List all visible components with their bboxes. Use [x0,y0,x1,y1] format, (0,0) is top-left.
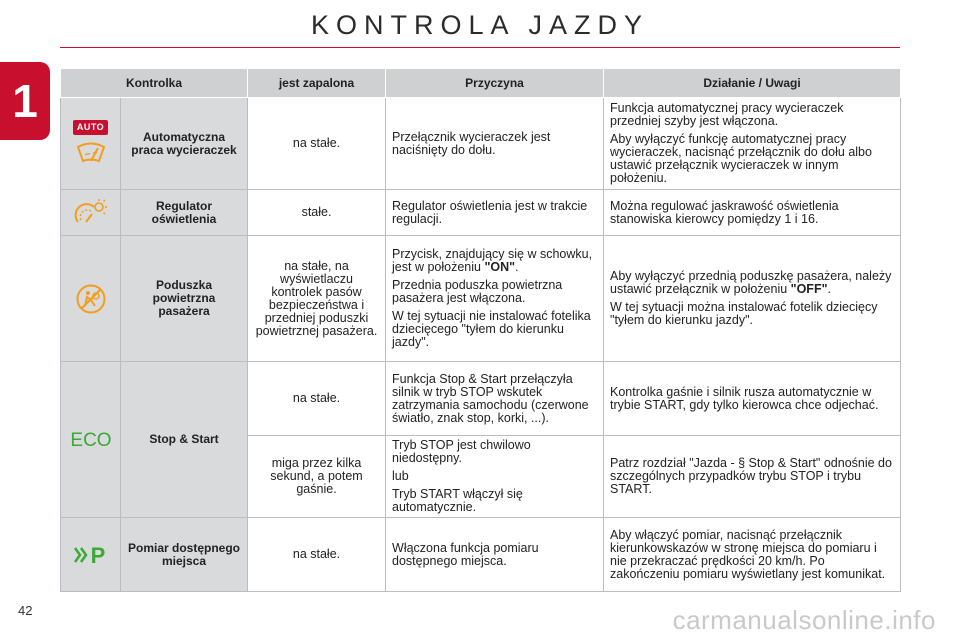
warning-lights-table [60,68,901,592]
dashboard-lighting-icon [74,198,108,228]
chapter-number: 1 [12,75,38,127]
row-action [604,518,901,592]
action-text-bold: "OFF" [790,282,828,296]
cause-text: W tej sytuacji nie instalować fotelika dziecięcego "tyłem do kierunku jazdy". [392,309,591,349]
row-action [604,98,901,190]
eco-icon-cell [61,362,121,518]
action-text: Można regulować jaskrawość oświetlenia stanowiska kierowcy pomiędzy 1 i 16. [610,198,839,226]
table-row [61,236,901,362]
table-row [61,518,901,592]
row-action [604,190,901,236]
row-state: na stałe. [248,362,386,436]
row-action [604,236,901,362]
action-text-part: . [827,282,831,296]
cause-text-bold: "ON" [484,260,516,274]
row-cause [386,362,604,436]
row-action [604,362,901,436]
action-text-part: Aby wyłączyć przednią poduszkę pasażera, należy ustawić przełącznik w położeniu [610,269,892,296]
chapter-tab [0,62,50,140]
row-name: Poduszka powietrzna pasażera [121,236,248,362]
row-state: miga przez kilka sekund, a potem gaśnie. [248,436,386,518]
row-state: na stałe. [248,518,386,592]
action-text: Patrz rozdział "Jazda - § Stop & Start" odnośnie do szczególnych przypadków trybu STOP i trybu START. [610,456,892,496]
passenger-airbag-off-icon [75,283,107,315]
watermark: carmanualsonline.info [672,605,936,635]
row-action [604,436,901,518]
wiper-auto-icon-cell [61,98,121,190]
cause-text: Przednia poduszka powietrzna pasażera jest włączona. [392,278,563,305]
action-text: Aby wyłączyć funkcję automatycznej pracy wycieraczek, nacisnąć przełącznik do dołu albo ustawić przełącznik wycieraczek w innym położeniu. [610,132,872,185]
dashboard-lighting-icon-cell [61,190,121,236]
row-cause [386,436,604,518]
action-text: Kontrolka gaśnie i silnik rusza automatycznie w trybie START, gdy tylko kierowca chce odjechać. [610,384,879,412]
row-cause [386,236,604,362]
table-row [61,98,901,190]
row-state: stałe. [248,190,386,236]
row-state: na stałe. [248,98,386,190]
header-jest-zapalona: jest zapalona [248,69,386,98]
table-row [61,190,901,236]
cause-text: Tryb STOP jest chwilowo niedostępny. [392,438,531,465]
header-dzialanie: Działanie / Uwagi [604,69,901,98]
cause-text-part: Przycisk, znajdujący się w schowku, jest w położeniu [392,247,593,274]
table-row [61,362,901,436]
park-assist-icon [73,542,109,568]
row-name: Pomiar dostępnego miejsca [121,518,248,592]
auto-badge: AUTO [73,120,108,135]
action-text [610,270,894,296]
cause-text: lub [392,469,409,483]
cause-text: Przełącznik wycieraczek jest naciśnięty do dołu. [392,129,551,157]
header-przyczyna: Przyczyna [386,69,604,98]
row-name: Automatyczna praca wycieraczek [121,98,248,190]
cause-text: Włączona funkcja pomiaru dostępnego miejsca. [392,540,539,568]
row-name: Regulator oświetlenia [121,190,248,236]
cause-text: Tryb START włączył się automatycznie. [392,487,523,514]
row-name: Stop & Start [121,362,248,518]
row-state: na stałe, na wyświetlaczu kontrolek pasów bezpieczeństwa i przedniej poduszki powietrznej pasażera. [248,236,386,362]
table-header-row [61,69,901,98]
action-text: Aby włączyć pomiar, nacisnąć przełącznik kierunkowskazów w stronę miejsca do pomiaru i nie przekraczać prędkości 20 km/h. Po zakończeniu pomiaru wyświetlany jest komunikat. [610,527,886,581]
cause-text: Regulator oświetlenia jest w trakcie regulacji. [392,198,588,226]
cause-text [392,248,597,274]
action-text: W tej sytuacji można instalować fotelik dziecięcy "tyłem do kierunku jazdy". [610,300,878,327]
park-assist-icon-text: P [90,542,105,568]
row-cause [386,518,604,592]
cause-text-part: . [515,260,519,274]
wiper-auto-icon [76,141,106,167]
title-divider [60,47,900,48]
action-text: Funkcja automatycznej pracy wycieraczek przedniej szyby jest włączona. [610,101,844,128]
header-kontrolka: Kontrolka [61,69,248,98]
page-number: 42 [18,603,33,618]
row-cause [386,190,604,236]
eco-icon [68,430,114,450]
park-assist-icon-cell [61,518,121,592]
cause-text: Funkcja Stop & Start przełączyła silnik w tryb STOP wskutek zatrzymania samochodu (czerwone światło, znak stop, korki, ...). [392,371,589,425]
eco-icon-text: ECO [69,429,112,450]
page-title: KONTROLA JAZDY [310,10,650,40]
row-cause [386,98,604,190]
passenger-airbag-off-icon-cell [61,236,121,362]
